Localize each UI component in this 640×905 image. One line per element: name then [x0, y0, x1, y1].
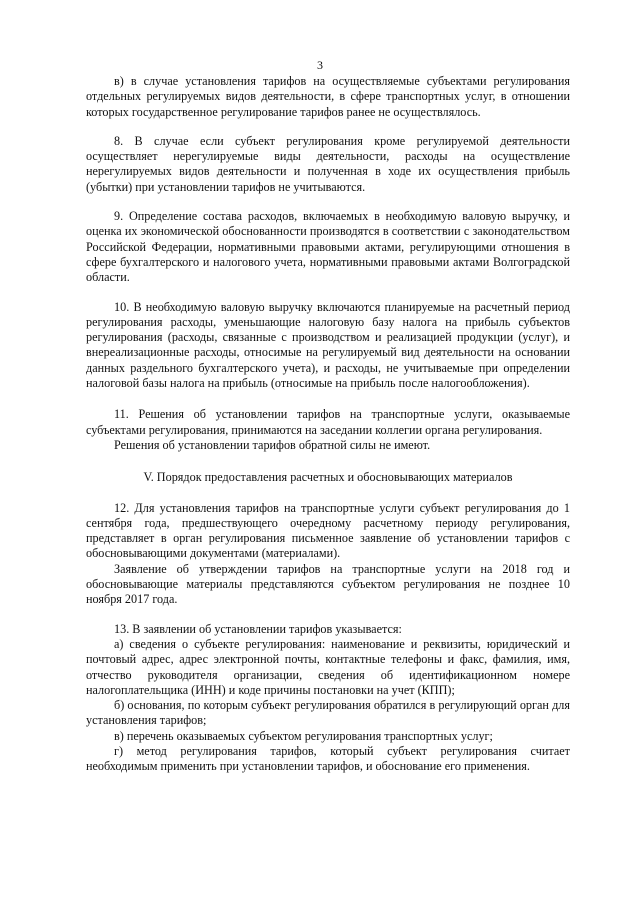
paragraph-11-continued: Решения об установлении тарифов обратной силы не имеют. — [114, 437, 431, 452]
paragraph-13a: а) сведения о субъекте регулирования: наименование и реквизиты, юридический и почтовый адрес, адрес электронной почты, контактные телефоны и факс, фамилия, имя, отчество руководителя организации, сведения об идентификационном номере налогоплательщика (ИНН) и коде причины постановки на учет (КПП); — [86, 636, 570, 697]
page-number: 3 — [317, 58, 323, 72]
paragraph-13v: в) перечень оказываемых субъектом регулирования транспортных услуг; — [114, 728, 493, 743]
paragraph-13: 13. В заявлении об установлении тарифов указывается: — [114, 621, 402, 636]
paragraph-11: 11. Решения об установлении тарифов на транспортные услуги, оказываемые субъектами регулирования, принимаются на заседании коллегии органа регулирования. — [86, 407, 570, 437]
paragraph-7v: в) в случае установления тарифов на осуществляемые субъектами регулирования отдельных регулируемых видов деятельности, в сфере транспортных услуг, в отношении которых государственное регулирование тарифов ранее не осуществлялось. — [86, 74, 570, 119]
section-heading: V. Порядок предоставления расчетных и обосновывающих материалов — [143, 470, 513, 485]
paragraph-12-continued: Заявление об утверждении тарифов на транспортные услуги на 2018 год и обосновывающие материалы представляются субъектом регулирования не позднее 10 ноября 2017 года. — [86, 561, 570, 607]
paragraph-10: 10. В необходимую валовую выручку включаются планируемые на расчетный период регулирования расходы, уменьшающие налоговую базу налога на прибыль субъектов регулирования (расходы, связанные с производством и реализацией продукции (услуг), и внереализационные расходы, относимые на регулируемый вид деятельности на основании данных раздельного бухгалтерского учета), и расходы, не учитываемые при определении налоговой базы налога на прибыль (относимые на прибыль после налогообложения). — [86, 299, 570, 391]
paragraph-8: 8. В случае если субъект регулирования кроме регулируемой деятельности осуществляет нерегулируемые виды деятельности, расходы на осуществление нерегулируемых видов деятельности и полученная в ходе их осуществления прибыль (убытки) при установлении тарифов не учитываются. — [86, 133, 570, 194]
paragraph-13g: г) метод регулирования тарифов, который субъект регулирования считает необходимым применить при установлении тарифов, и обоснование его применения. — [86, 743, 570, 774]
paragraph-9: 9. Определение состава расходов, включаемых в необходимую валовую выручку, и оценка их экономической обоснованности производятся в соответствии с законодательством Российской Федерации, нормативными правовыми актами, регулирующими отношения в сфере бухгалтерского и налогового учета, нормативными правовыми актами Волгоградской области. — [86, 209, 570, 285]
paragraph-13b: б) основания, по которым субъект регулирования обратился в регулирующий орган для установления тарифов; — [86, 698, 570, 728]
paragraph-12: 12. Для установления тарифов на транспортные услуги субъект регулирования до 1 сентября года, предшествующего очередному расчетному периоду регулирования, представляет в орган регулирования письменное заявление об установлении тарифов с обосновывающими документами (материалами). — [86, 500, 570, 561]
document-body — [86, 74, 570, 775]
